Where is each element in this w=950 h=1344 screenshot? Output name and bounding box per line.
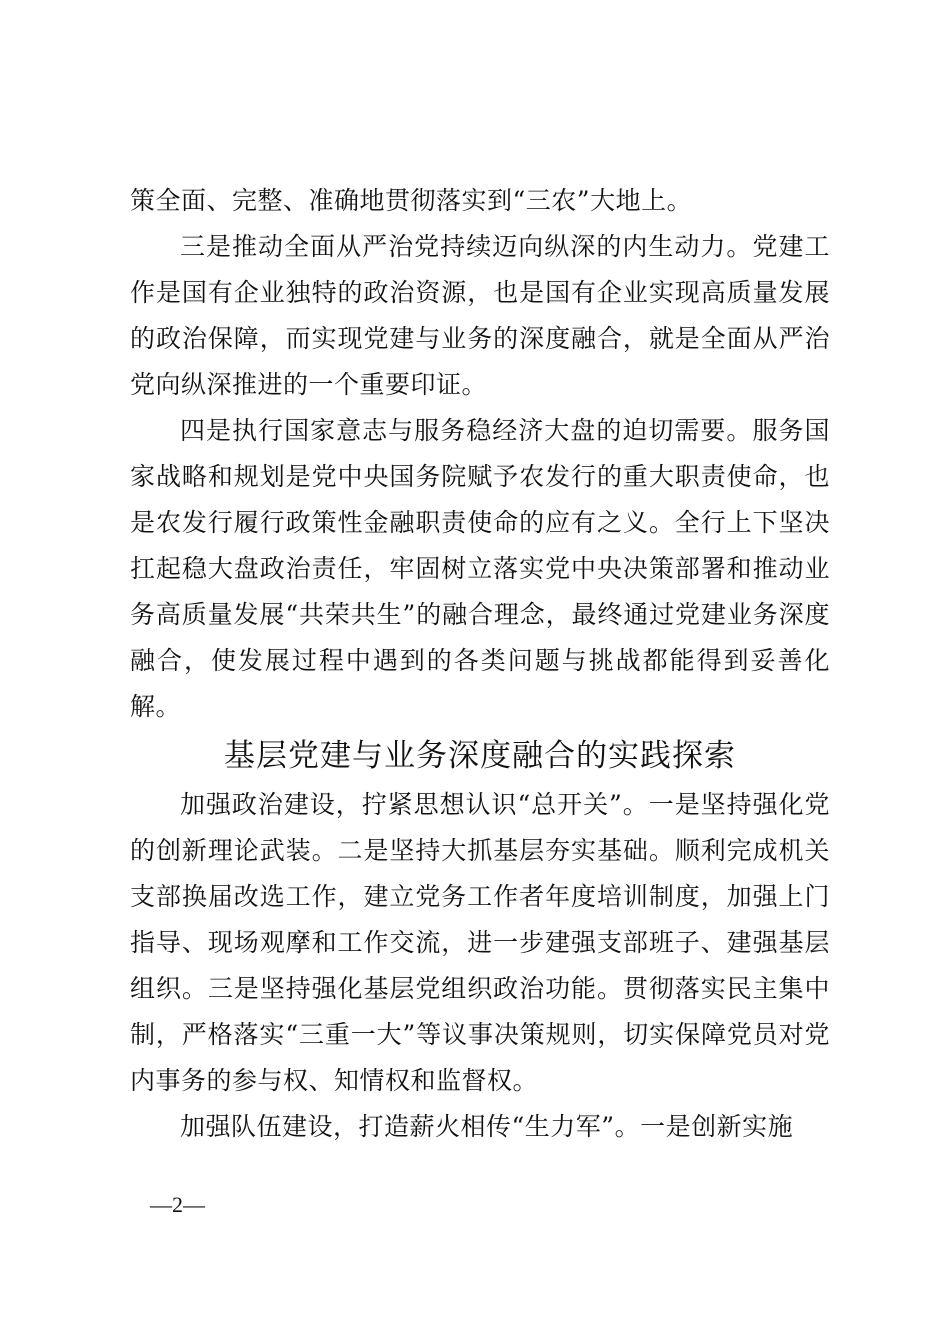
paragraph-political-building: 加强政治建设，拧紧思想认识“总开关”。一是坚持强化党的创新理论武装。二是坚持大抓基层夯实基础。顺利完成机关支部换届改选工作，建立党务工作者年度培训制度，加强上门指导、现场观摩和工作交流，进一步建强支部班子、建强基层组织。三是坚持强化基层党组织政治功能。贯彻落实民主集中制，严格落实“三重一大”等议事决策规则，切实保障党员对党内事务的参与权、知情权和监督权。	[130, 790, 830, 1095]
paragraph-point-four: 四是执行国家意志与服务稳经济大盘的迫切需要。服务国家战略和规划是党中央国务院赋予农发行的重大职责使命，也是农发行履行政策性金融职责使命的应有之义。全行上下坚决扛起稳大盘政治责任，牢固树立落实党中央决策部署和推动业务高质量发展“共荣共生”的融合理念，最终通过党建业务深度融合，使发展过程中遇到的各类问题与挑战都能得到妥善化解。	[130, 416, 830, 721]
paragraph-point-three: 三是推动全面从严治党持续迈向纵深的内生动力。党建工作是国有企业独特的政治资源，也是国有企业实现高质量发展的政治保障，而实现党建与业务的深度融合，就是全面从严治党向纵深推进的一个重要印证。	[130, 232, 830, 399]
document-body	[130, 178, 830, 1150]
paragraph-team-building: 加强队伍建设，打造薪火相传“生力军”。一是创新实施	[180, 1112, 794, 1141]
paragraph-continuation: 策全面、完整、准确地贯彻落实到“三农”大地上。	[130, 186, 693, 215]
page-number: —2—	[150, 1192, 205, 1217]
section-heading: 基层党建与业务深度融合的实践探索	[224, 738, 736, 774]
